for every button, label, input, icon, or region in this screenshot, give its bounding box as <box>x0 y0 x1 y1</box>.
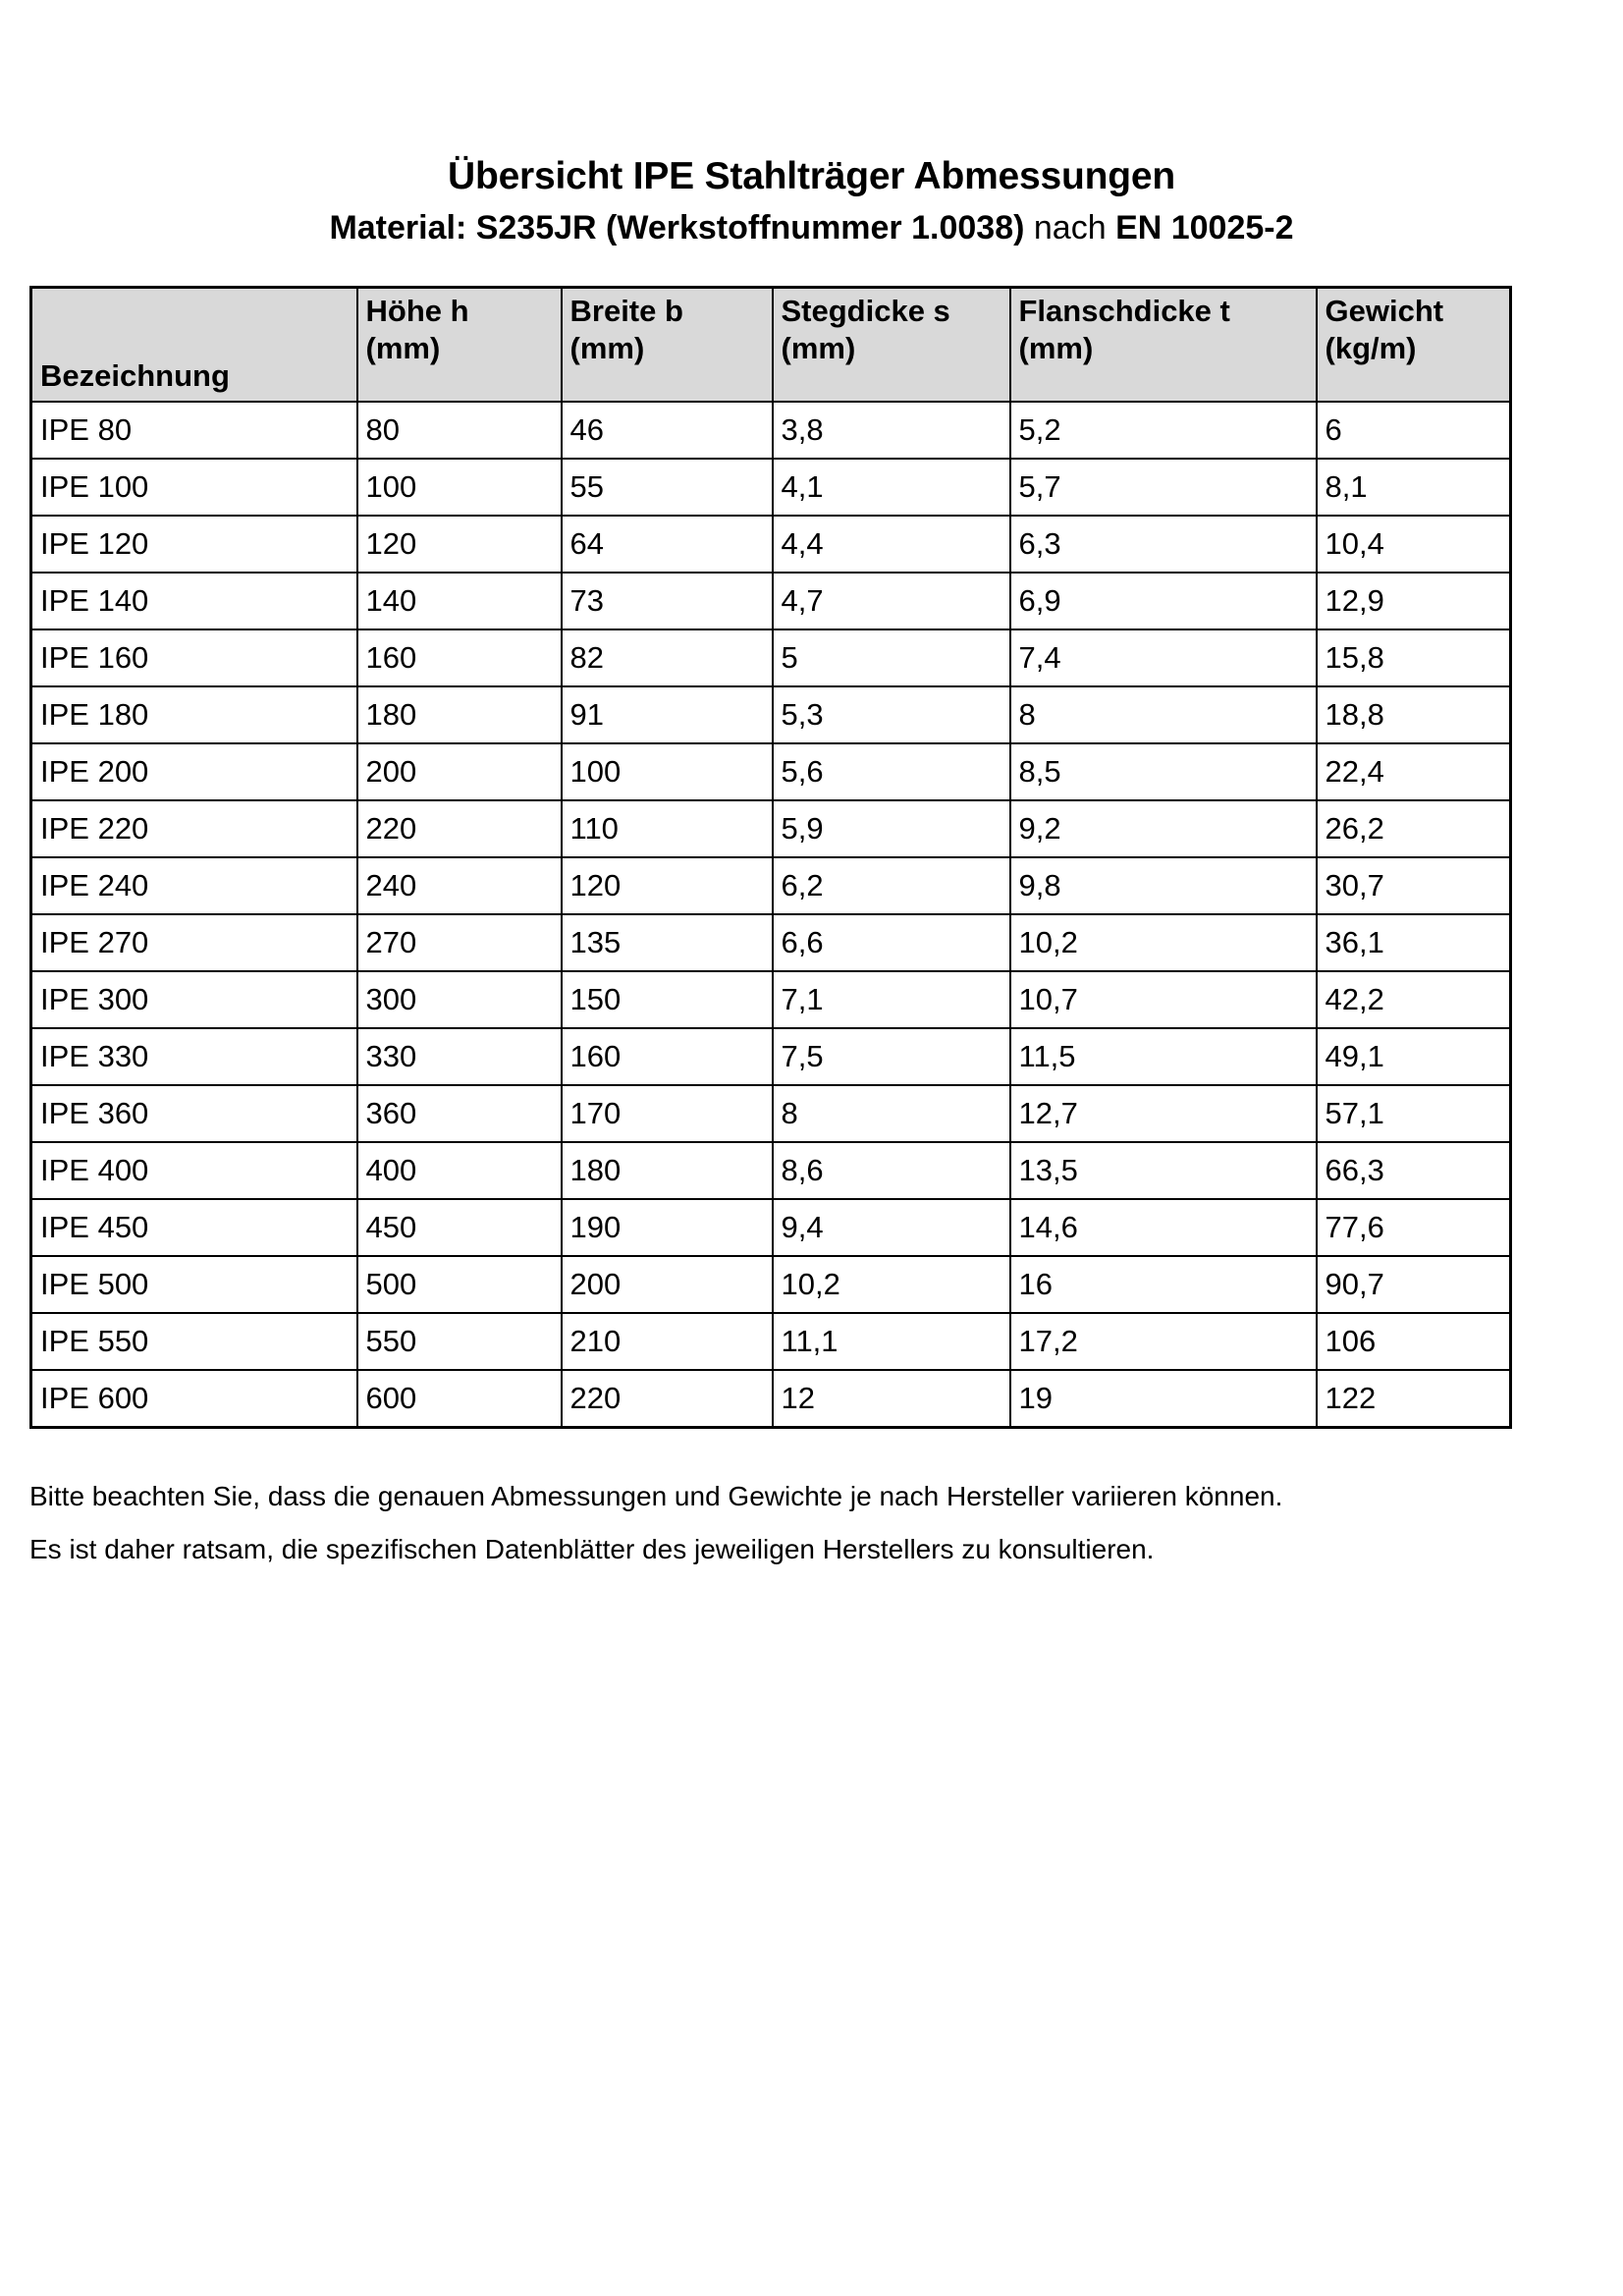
cell-breite: 190 <box>562 1199 773 1256</box>
cell-bezeichnung: IPE 400 <box>31 1142 357 1199</box>
column-header-breite <box>562 288 773 403</box>
table-row <box>31 914 1511 971</box>
cell-bezeichnung: IPE 500 <box>31 1256 357 1313</box>
cell-breite: 160 <box>562 1028 773 1085</box>
cell-stegdicke: 5 <box>773 629 1010 686</box>
column-header-hoehe-line1: Höhe h <box>365 294 469 328</box>
table-body <box>31 402 1511 1428</box>
cell-stegdicke: 5,3 <box>773 686 1010 743</box>
cell-gewicht: 10,4 <box>1317 516 1511 573</box>
cell-gewicht: 106 <box>1317 1313 1511 1370</box>
cell-breite: 110 <box>562 800 773 857</box>
cell-hoehe: 120 <box>357 516 562 573</box>
cell-flanschdicke: 14,6 <box>1010 1199 1317 1256</box>
cell-flanschdicke: 13,5 <box>1010 1142 1317 1199</box>
cell-stegdicke: 6,2 <box>773 857 1010 914</box>
cell-stegdicke: 7,5 <box>773 1028 1010 1085</box>
cell-stegdicke: 9,4 <box>773 1199 1010 1256</box>
table-row <box>31 1028 1511 1085</box>
cell-gewicht: 22,4 <box>1317 743 1511 800</box>
cell-flanschdicke: 8,5 <box>1010 743 1317 800</box>
column-header-flanschdicke <box>1010 288 1317 403</box>
cell-stegdicke: 3,8 <box>773 402 1010 459</box>
table-row <box>31 743 1511 800</box>
cell-gewicht: 66,3 <box>1317 1142 1511 1199</box>
note-line-1: Bitte beachten Sie, dass die genauen Abmessungen und Gewichte je nach Hersteller variieren können. <box>29 1481 1283 1511</box>
subtitle-material: Material: S235JR (Werkstoffnummer 1.0038) <box>329 209 1025 246</box>
cell-gewicht: 57,1 <box>1317 1085 1511 1142</box>
column-header-gewicht-line1: Gewicht <box>1325 294 1444 328</box>
cell-gewicht: 122 <box>1317 1370 1511 1428</box>
cell-bezeichnung: IPE 100 <box>31 459 357 516</box>
cell-bezeichnung: IPE 80 <box>31 402 357 459</box>
cell-flanschdicke: 6,9 <box>1010 573 1317 629</box>
table-row <box>31 1085 1511 1142</box>
cell-breite: 135 <box>562 914 773 971</box>
cell-stegdicke: 8,6 <box>773 1142 1010 1199</box>
cell-bezeichnung: IPE 330 <box>31 1028 357 1085</box>
table-row <box>31 516 1511 573</box>
cell-flanschdicke: 7,4 <box>1010 629 1317 686</box>
cell-flanschdicke: 8 <box>1010 686 1317 743</box>
cell-stegdicke: 5,6 <box>773 743 1010 800</box>
cell-stegdicke: 8 <box>773 1085 1010 1142</box>
cell-gewicht: 90,7 <box>1317 1256 1511 1313</box>
ipe-dimensions-table-container <box>29 286 1509 1429</box>
cell-hoehe: 300 <box>357 971 562 1028</box>
cell-breite: 150 <box>562 971 773 1028</box>
cell-bezeichnung: IPE 200 <box>31 743 357 800</box>
column-header-hoehe-line2: (mm) <box>365 331 441 366</box>
cell-gewicht: 42,2 <box>1317 971 1511 1028</box>
table-row <box>31 1199 1511 1256</box>
cell-hoehe: 360 <box>357 1085 562 1142</box>
cell-bezeichnung: IPE 220 <box>31 800 357 857</box>
cell-flanschdicke: 5,7 <box>1010 459 1317 516</box>
cell-breite: 73 <box>562 573 773 629</box>
cell-breite: 91 <box>562 686 773 743</box>
page-title: Übersicht IPE Stahlträger Abmessungen <box>447 155 1175 197</box>
cell-stegdicke: 6,6 <box>773 914 1010 971</box>
cell-hoehe: 180 <box>357 686 562 743</box>
column-header-gewicht <box>1317 288 1511 403</box>
cell-hoehe: 400 <box>357 1142 562 1199</box>
cell-breite: 55 <box>562 459 773 516</box>
cell-breite: 46 <box>562 402 773 459</box>
cell-flanschdicke: 6,3 <box>1010 516 1317 573</box>
cell-breite: 64 <box>562 516 773 573</box>
cell-stegdicke: 5,9 <box>773 800 1010 857</box>
column-header-breite-line2: (mm) <box>569 331 645 366</box>
cell-stegdicke: 7,1 <box>773 971 1010 1028</box>
cell-flanschdicke: 10,7 <box>1010 971 1317 1028</box>
cell-bezeichnung: IPE 140 <box>31 573 357 629</box>
table-row <box>31 971 1511 1028</box>
cell-breite: 100 <box>562 743 773 800</box>
cell-bezeichnung: IPE 360 <box>31 1085 357 1142</box>
cell-flanschdicke: 17,2 <box>1010 1313 1317 1370</box>
cell-bezeichnung: IPE 120 <box>31 516 357 573</box>
cell-stegdicke: 4,4 <box>773 516 1010 573</box>
table-row <box>31 629 1511 686</box>
cell-bezeichnung: IPE 240 <box>31 857 357 914</box>
cell-stegdicke: 10,2 <box>773 1256 1010 1313</box>
note-line-2: Es ist daher ratsam, die spezifischen Datenblätter des jeweiligen Herstellers zu konsultieren. <box>29 1534 1155 1564</box>
cell-hoehe: 600 <box>357 1370 562 1428</box>
table-row <box>31 686 1511 743</box>
cell-breite: 220 <box>562 1370 773 1428</box>
cell-flanschdicke: 10,2 <box>1010 914 1317 971</box>
table-row <box>31 459 1511 516</box>
subtitle-connector: nach <box>1024 209 1116 246</box>
cell-hoehe: 100 <box>357 459 562 516</box>
cell-flanschdicke: 16 <box>1010 1256 1317 1313</box>
cell-breite: 200 <box>562 1256 773 1313</box>
table-row <box>31 1256 1511 1313</box>
cell-hoehe: 160 <box>357 629 562 686</box>
column-header-hoehe <box>357 288 562 403</box>
column-header-stegdicke-line2: (mm) <box>781 331 856 366</box>
cell-flanschdicke: 19 <box>1010 1370 1317 1428</box>
subtitle-standard: EN 10025-2 <box>1115 209 1294 246</box>
column-header-flanschdicke-line2: (mm) <box>1018 331 1094 366</box>
ipe-dimensions-table <box>29 286 1512 1429</box>
cell-hoehe: 220 <box>357 800 562 857</box>
cell-bezeichnung: IPE 550 <box>31 1313 357 1370</box>
cell-flanschdicke: 11,5 <box>1010 1028 1317 1085</box>
cell-gewicht: 15,8 <box>1317 629 1511 686</box>
cell-breite: 170 <box>562 1085 773 1142</box>
cell-hoehe: 450 <box>357 1199 562 1256</box>
notes-section <box>29 1483 1561 1589</box>
cell-hoehe: 240 <box>357 857 562 914</box>
table-row <box>31 1313 1511 1370</box>
cell-stegdicke: 4,7 <box>773 573 1010 629</box>
cell-bezeichnung: IPE 450 <box>31 1199 357 1256</box>
table-row <box>31 1142 1511 1199</box>
cell-breite: 210 <box>562 1313 773 1370</box>
cell-bezeichnung: IPE 300 <box>31 971 357 1028</box>
column-header-flanschdicke-line1: Flanschdicke t <box>1018 294 1230 328</box>
column-header-breite-line1: Breite b <box>569 294 683 328</box>
cell-flanschdicke: 9,2 <box>1010 800 1317 857</box>
table-row <box>31 573 1511 629</box>
cell-flanschdicke: 12,7 <box>1010 1085 1317 1142</box>
column-header-bezeichnung-line1: Bezeichnung <box>40 357 230 393</box>
cell-stegdicke: 12 <box>773 1370 1010 1428</box>
cell-gewicht: 12,9 <box>1317 573 1511 629</box>
cell-hoehe: 80 <box>357 402 562 459</box>
table-header <box>31 288 1511 403</box>
cell-hoehe: 500 <box>357 1256 562 1313</box>
cell-gewicht: 77,6 <box>1317 1199 1511 1256</box>
cell-hoehe: 550 <box>357 1313 562 1370</box>
cell-hoehe: 140 <box>357 573 562 629</box>
column-header-stegdicke-line1: Stegdicke s <box>781 294 950 328</box>
table-row <box>31 857 1511 914</box>
cell-gewicht: 49,1 <box>1317 1028 1511 1085</box>
cell-stegdicke: 11,1 <box>773 1313 1010 1370</box>
cell-gewicht: 6 <box>1317 402 1511 459</box>
column-header-bezeichnung <box>31 288 357 403</box>
cell-gewicht: 36,1 <box>1317 914 1511 971</box>
cell-bezeichnung: IPE 160 <box>31 629 357 686</box>
cell-bezeichnung: IPE 600 <box>31 1370 357 1428</box>
page-subtitle <box>0 195 1623 245</box>
cell-stegdicke: 4,1 <box>773 459 1010 516</box>
column-header-gewicht-line2: (kg/m) <box>1325 331 1417 366</box>
cell-breite: 180 <box>562 1142 773 1199</box>
cell-gewicht: 30,7 <box>1317 857 1511 914</box>
table-row <box>31 800 1511 857</box>
table-row <box>31 1370 1511 1428</box>
cell-breite: 82 <box>562 629 773 686</box>
cell-hoehe: 200 <box>357 743 562 800</box>
cell-breite: 120 <box>562 857 773 914</box>
cell-gewicht: 8,1 <box>1317 459 1511 516</box>
cell-gewicht: 18,8 <box>1317 686 1511 743</box>
cell-bezeichnung: IPE 270 <box>31 914 357 971</box>
table-row <box>31 402 1511 459</box>
cell-flanschdicke: 9,8 <box>1010 857 1317 914</box>
cell-hoehe: 330 <box>357 1028 562 1085</box>
table-header-row <box>31 288 1511 403</box>
cell-gewicht: 26,2 <box>1317 800 1511 857</box>
cell-hoehe: 270 <box>357 914 562 971</box>
cell-bezeichnung: IPE 180 <box>31 686 357 743</box>
cell-flanschdicke: 5,2 <box>1010 402 1317 459</box>
column-header-stegdicke <box>773 288 1010 403</box>
